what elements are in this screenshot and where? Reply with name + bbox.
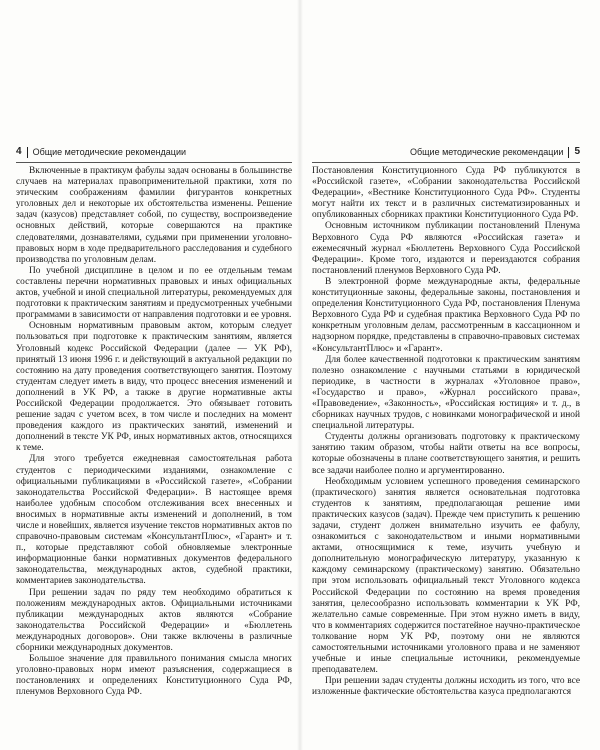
running-head-separator [568,147,569,158]
left-running-head-title: Общие методические рекомендации [32,147,187,157]
paragraph: Студенты должны организовать подготовку к практическому занятию таким образом, чтобы найти ответы на все вопросы, которые обозначены в плане соответствующего занятия, и решить все задачи наиболее полно и аргументированно. [312,432,580,476]
left-page-number: 4 [16,146,22,157]
paragraph: По учебной дисциплине в целом и по ее отдельным темам составлены перечни нормативных правовых и иных официальных актов, учебной и иной специальной литературы, рекомендуемых для подготовки к практическим занятиям и предусмотренных учебными программами в зависимости от направления подготовки и ее уровня. [16,265,292,321]
right-running-head [312,144,580,160]
paragraph: Большое значение для правильного понимания смысла многих уголовно-правовых норм имеют разъяснения, содержащиеся в постановлениях и определениях Конституционного Суда РФ, пленумов Верховного Суда РФ. [16,654,292,698]
paragraph: При решении задач по ряду тем необходимо обратиться к положениям международных актов. Официальными источниками публикации международных актов являются «Собрание законодательства Российской Федерации» и «Бюллетень международных договоров». Они также включены в различные сборники международных документов. [16,587,292,654]
paragraph: Для этого требуется ежедневная самостоятельная работа студентов с периодическими изданиями, ознакомление с официальными публикациями в «Российской газете», «Собрании законодательства Российской Федерации». В настоящее время наиболее удобным способом отслеживания всех внесенных и вносимых в нормативные акты изменений и дополнений, в том числе и новейших, является изучение текстов нормативных актов по справочно-правовым системам «КонсультантПлюс», «Гарант» и т. п., которые представляют собой обновляемые электронные информационные банки нормативных документов федерального законодательства, международных актов, судебной практики, комментариев законодательства. [16,454,292,587]
paragraph: Основным нормативным правовым актом, которым следует пользоваться при подготовке к практическим занятиям, является Уголовный кодекс Российской Федерации (далее — УК РФ), принятый 13 июня 1996 г. и действующий в актуальной редакции по состоянию на дату проведения соответствующего занятия. Поэтому студентам следует иметь в виду, что процесс внесения изменений и дополнений в УК РФ, а также в другие нормативные акты Российской Федерации продолжается. Это обязывает готовить решение задач с учетом всех, в том числе и последних на момент проведения каждого из практических занятий, изменений и дополнений в тексте УК РФ, иных нормативных актов, относящихся к теме. [16,321,292,454]
paragraph: Включенные в практикум фабулы задач основаны в большинстве случаев на материалах правоприменительной практики, хотя по этическим соображениям фамилии фигурантов конкретных уголовных дел и некоторые их обстоятельства изменены. Решение задач (казусов) представляет собой, по существу, воспроизведение основных действий, которые совершаются на практике следователями, дознавателями, судьями при применении уголовно-правовых норм в ходе предварительного расследования и судебного производства по уголовным делам. [16,166,292,265]
paragraph: Основным источником публикации постановлений Пленума Верховного Суда РФ являются «Российская газета» и ежемесячный журнал «Бюллетень Верховного Суда Российской Федерации». Кроме того, издаются и переиздаются собрания постановлений пленумов Верховного Суда РФ. [312,221,580,276]
left-body-text [16,166,292,736]
left-running-head [16,144,292,160]
paragraph: Для более качественной подготовки к практическим занятиям полезно ознакомление с научными статьями в юридической периодике, в частности в журналах «Уголовное право», «Государство и право», «Журнал российского права», «Правоведение», «Законность», «Российская юстиция» и т. д., в сборниках научных трудов, с новинками монографической и иной специальной литературы. [312,354,580,432]
paragraph: В электронной форме международные акты, федеральные конституционные законы, федеральные законы, постановления и определения Конституционного Суда РФ, постановления Пленума Верховного Суда РФ и судебная практика Верховного Суда РФ по конкретным уголовным делам, рассмотренным в кассационном и надзорном порядке, представлены в справочно-правовых системах «КонсультантПлюс» и «Гарант». [312,276,580,354]
right-header-rule [312,162,580,163]
running-head-separator [27,147,28,158]
left-header-rule [16,162,292,163]
right-page [300,0,600,750]
paragraph: Необходимым условием успешного проведения семинарского (практического) занятия является основательная подготовка студентов к занятиям, предполагающая решение ими практических казусов (задач). Прежде чем приступить к решению задачи, студент должен внимательно изучить ее фабулу, ознакомиться с законодательством и иными нормативными актами, относящимися к теме, изучить учебную и дополнительную монографическую литературу, указанную к каждому семинарскому (практическому) занятию. Обязательно при этом использовать официальный текст Уголовного кодекса Российской Федерации по состоянию на время проведения занятия, целесообразно использовать комментарии к УК РФ, желательно самые современные. При этом нужно иметь в виду, что в комментариях содержится постатейное научно-практическое толкование норм УК РФ, поэтому они не являются самостоятельными источниками уголовного права и не заменяют учебные и иные специальные источники, рекомендуемые преподавателем. [312,476,580,676]
right-body-text [312,166,580,736]
paragraph: При решении задач студенты должны исходить из того, что все изложенные фактические обстоятельства казуса предполагаются [312,676,580,698]
right-running-head-title: Общие методические рекомендации [409,147,564,157]
right-page-number: 5 [574,146,580,157]
paragraph: Постановления Конституционного Суда РФ публикуются в «Российской газете», «Собрании законодательства Российской Федерации», «Вестнике Конституционного Суда РФ». Студенты могут найти их текст и в различных систематизированных и опубликованных сборниках практики Конституционного Суда РФ. [312,166,580,221]
